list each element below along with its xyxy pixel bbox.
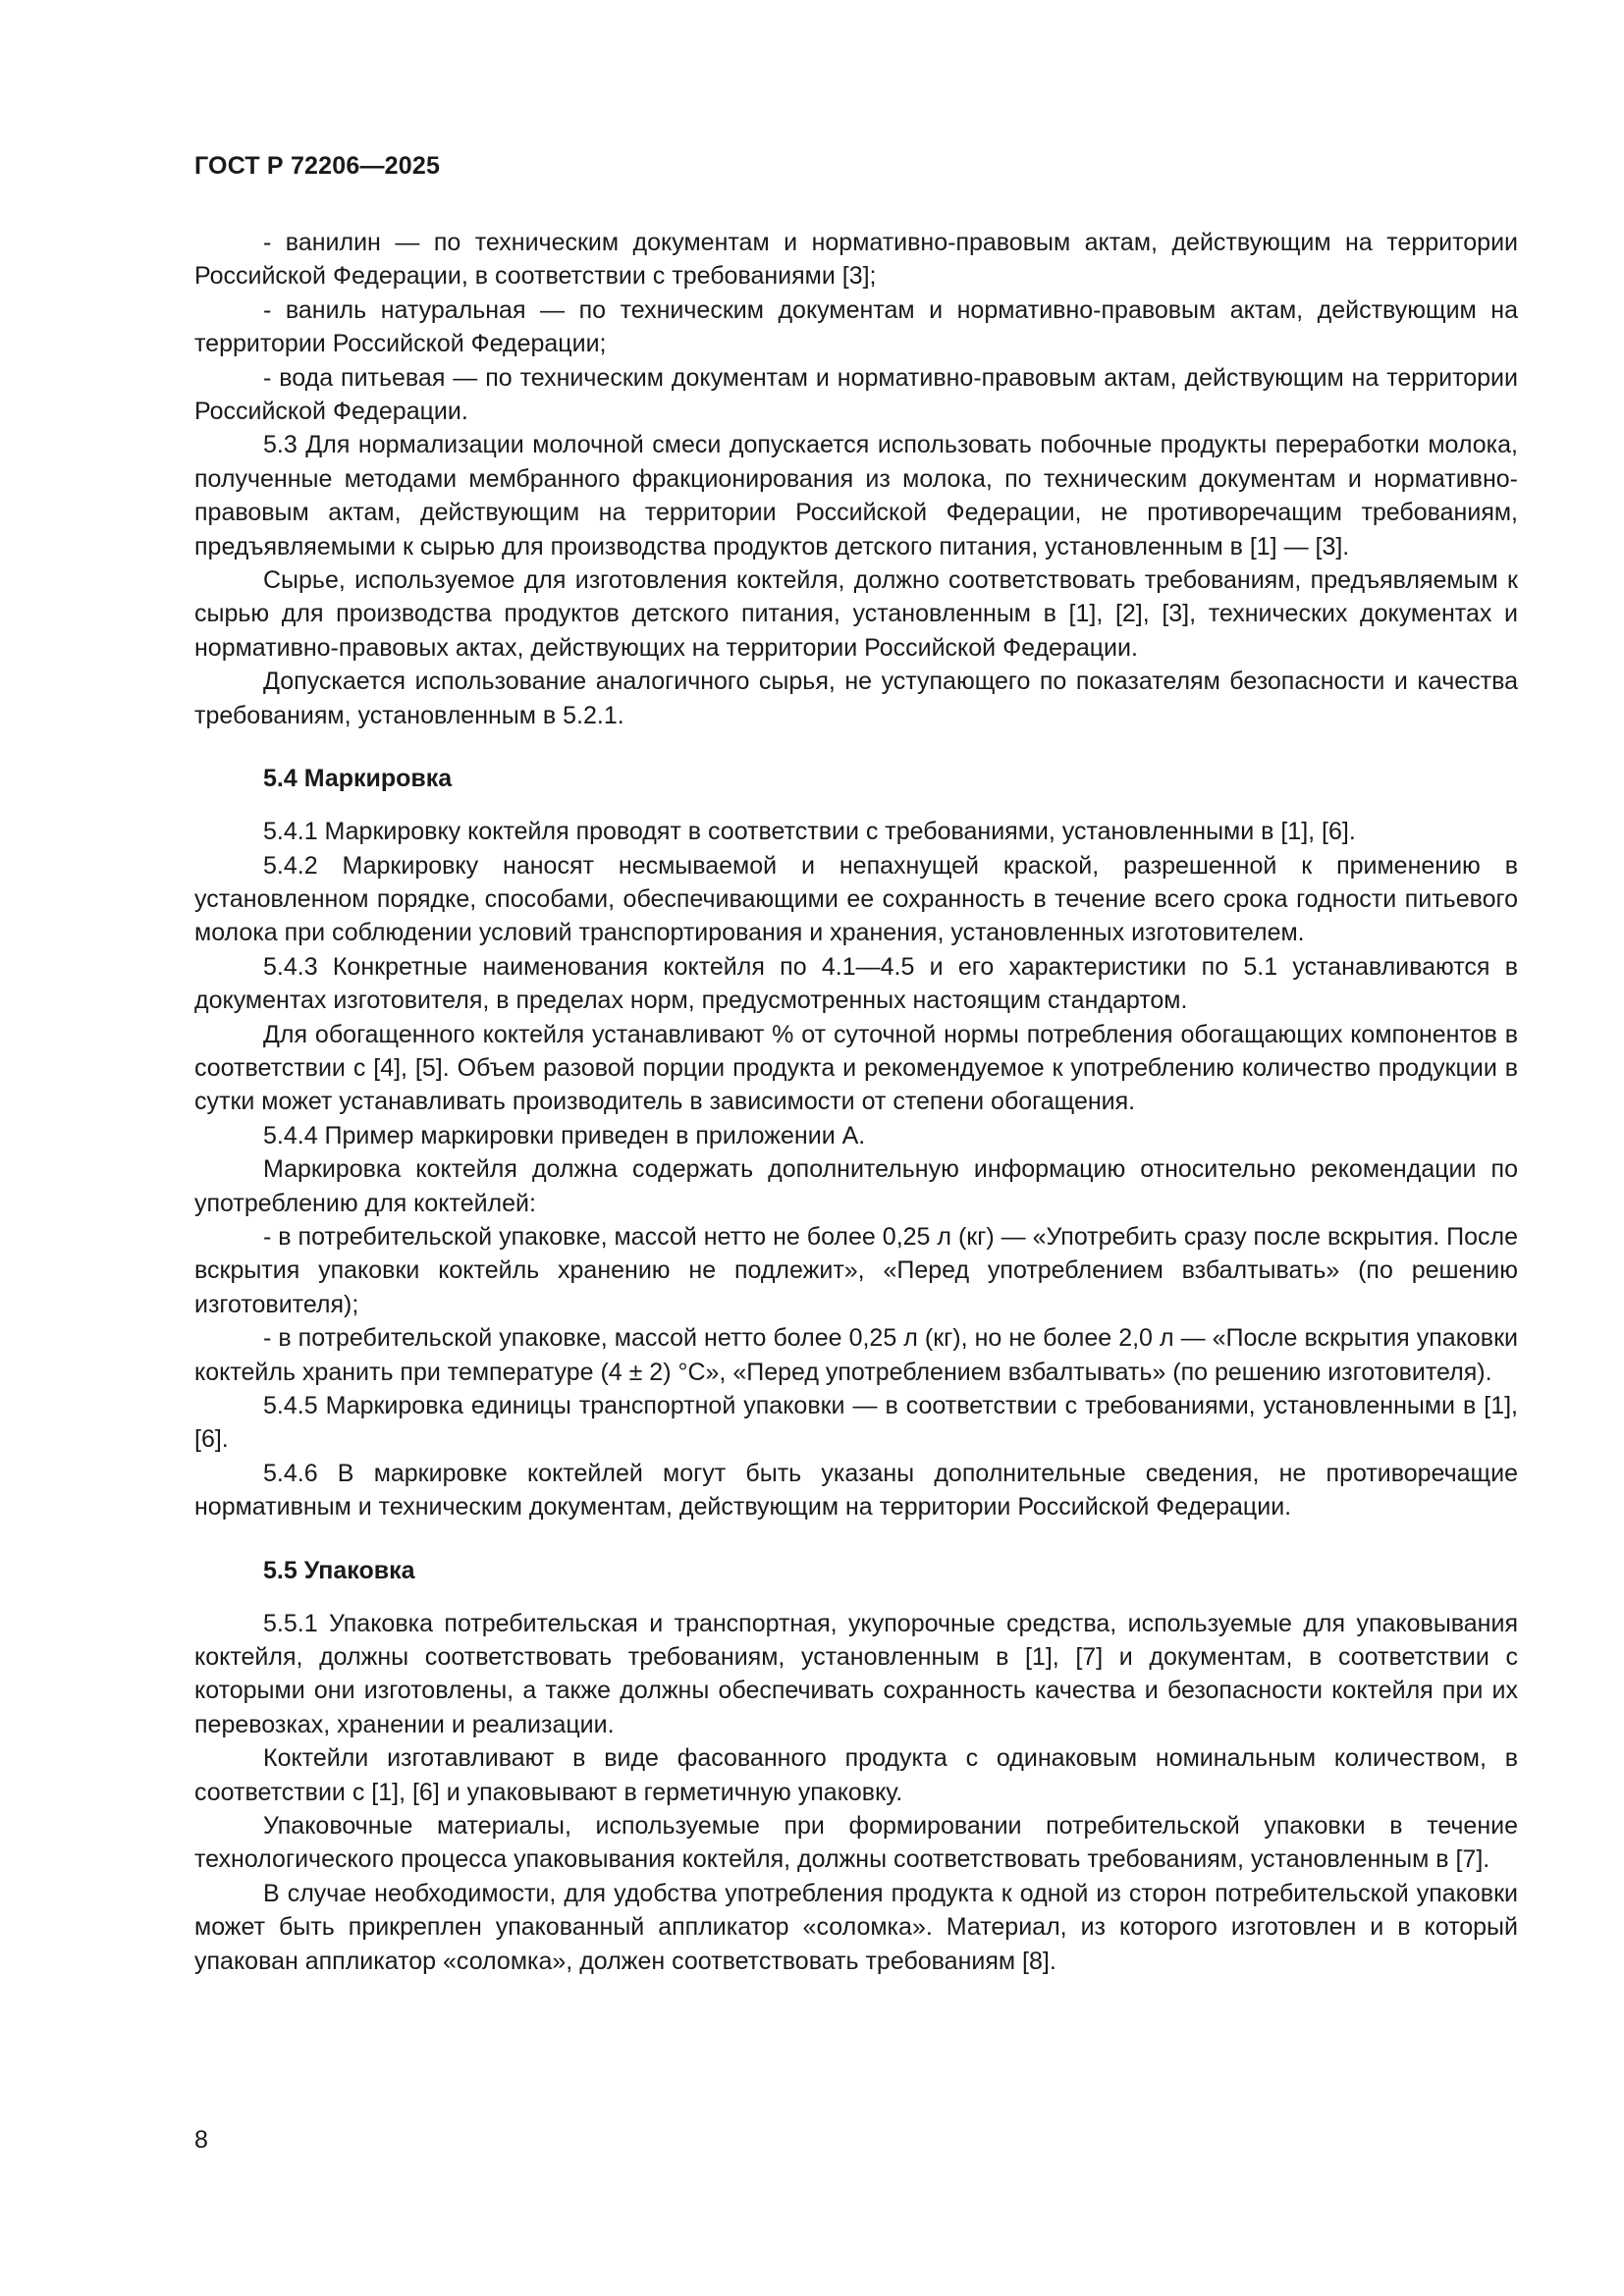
document-header: ГОСТ Р 72206—2025 (194, 152, 441, 180)
section-heading-packaging: 5.5 Упаковка (263, 1556, 415, 1584)
page-number: 8 (194, 2126, 208, 2154)
paragraph: 5.3 Для нормализации молочной смеси допускается использовать побочные продукты переработки молока, полученные методами мембранного фракционирования из молока, по техническим документам и нормативно-правовым актам, действующим на территории Российской Федерации, не противоречащим требованиям, предъявляемыми к сырью для производства продуктов детского питания, установленным в [1] — [3]. (194, 431, 1518, 561)
paragraph: Маркировка коктейля должна содержать дополнительную информацию относительно рекомендации по употреблению для коктейлей: (194, 1155, 1518, 1217)
paragraph: 5.5.1 Упаковка потребительская и транспортная, укупорочные средства, используемые для упаковывания коктейля, должны соответствовать требованиям, установленным в [1], [7] и документам, в соответствии с которыми они изготовлены, а также должны обеспечивать сохранность качества и безопасности коктейля при их перевозках, хранении и реализации. (194, 1609, 1518, 1738)
paragraph: 5.4.6 В маркировке коктейлей могут быть указаны дополнительные сведения, не противоречащие нормативным и техническим документам, действующим на территории Российской Федерации. (194, 1459, 1518, 1522)
paragraph: 5.4.2 Маркировку наносят несмываемой и непахнущей краской, разрешенной к применению в установленном порядке, способами, обеспечивающими ее сохранность в течение всего срока годности питьевого молока при соблюдении условий транспортирования и хранения, установленных изготовителем. (194, 851, 1518, 947)
paragraph: - вода питьевая — по техническим документам и нормативно-правовым актам, действующим на территории Российской Федерации. (194, 363, 1518, 426)
paragraph: - ваниль натуральная — по техническим документам и нормативно-правовым актам, действующим на территории Российской Федерации; (194, 295, 1518, 358)
paragraph: 5.4.4 Пример маркировки приведен в приложении А. (263, 1121, 866, 1149)
paragraph: - ванилин — по техническим документам и нормативно-правовым актам, действующим на территории Российской Федерации, в соответствии с требованиями [3]; (194, 229, 1518, 291)
paragraph: - в потребительской упаковке, массой нетто не более 0,25 л (кг) — «Употребить сразу после вскрытия. После вскрытия упаковки коктейль хранению не подлежит», «Перед употреблением взбалтывать» (по решению изготовителя); (194, 1222, 1518, 1318)
paragraph: Коктейли изготавливают в виде фасованного продукта с одинаковым номинальным количеством, в соответствии с [1], [6] и упаковывают в герметичную упаковку. (194, 1744, 1518, 1806)
paragraph: Для обогащенного коктейля устанавливают % от суточной нормы потребления обогащающих компонентов в соответствии с [4], [5]. Объем разовой порции продукта и рекомендуемое к употреблению количество продукции в сутки может устанавливать производитель в зависимости от степени обогащения. (194, 1020, 1518, 1116)
paragraph: Допускается использование аналогичного сырья, не уступающего по показателям безопасности и качества требованиям, установленным в 5.2.1. (194, 667, 1518, 729)
paragraph: В случае необходимости, для удобства употребления продукта к одной из сторон потребительской упаковки может быть прикреплен упакованный аппликатор «соломка». Материал, из которого изготовлен и в который упакован аппликатор «соломка», должен соответствовать требованиям [8]. (194, 1879, 1518, 1975)
paragraph: - в потребительской упаковке, массой нетто более 0,25 л (кг), но не более 2,0 л — «После вскрытия упаковки коктейль хранить при температуре (4 ± 2) °С», «Перед употреблением взбалтывать» (по решению изготовителя). (194, 1324, 1518, 1386)
paragraph: 5.4.3 Конкретные наименования коктейля по 4.1—4.5 и его характеристики по 5.1 устанавливаются в документах изготовителя, в пределах норм, предусмотренных настоящим стандартом. (194, 952, 1518, 1015)
paragraph: Упаковочные материалы, используемые при формировании потребительской упаковки в течение технологического процесса упаковывания коктейля, должны соответствовать требованиям, установленным в [7]. (194, 1812, 1518, 1874)
paragraph: 5.4.5 Маркировка единицы транспортной упаковки — в соответствии с требованиями, установленными в [1], [6]. (194, 1392, 1518, 1454)
paragraph: Сырье, используемое для изготовления коктейля, должно соответствовать требованиям, предъявляемым к сырью для производства продуктов детского питания, установленным в [1], [2], [3], технических документах и нормативно-правовых актах, действующих на территории Российской Федерации. (194, 566, 1518, 662)
paragraph: 5.4.1 Маркировку коктейля проводят в соответствии с требованиями, установленными в [1], [6]. (263, 818, 1356, 846)
document-body (194, 226, 1518, 1978)
section-heading-marking: 5.4 Маркировка (263, 765, 453, 793)
